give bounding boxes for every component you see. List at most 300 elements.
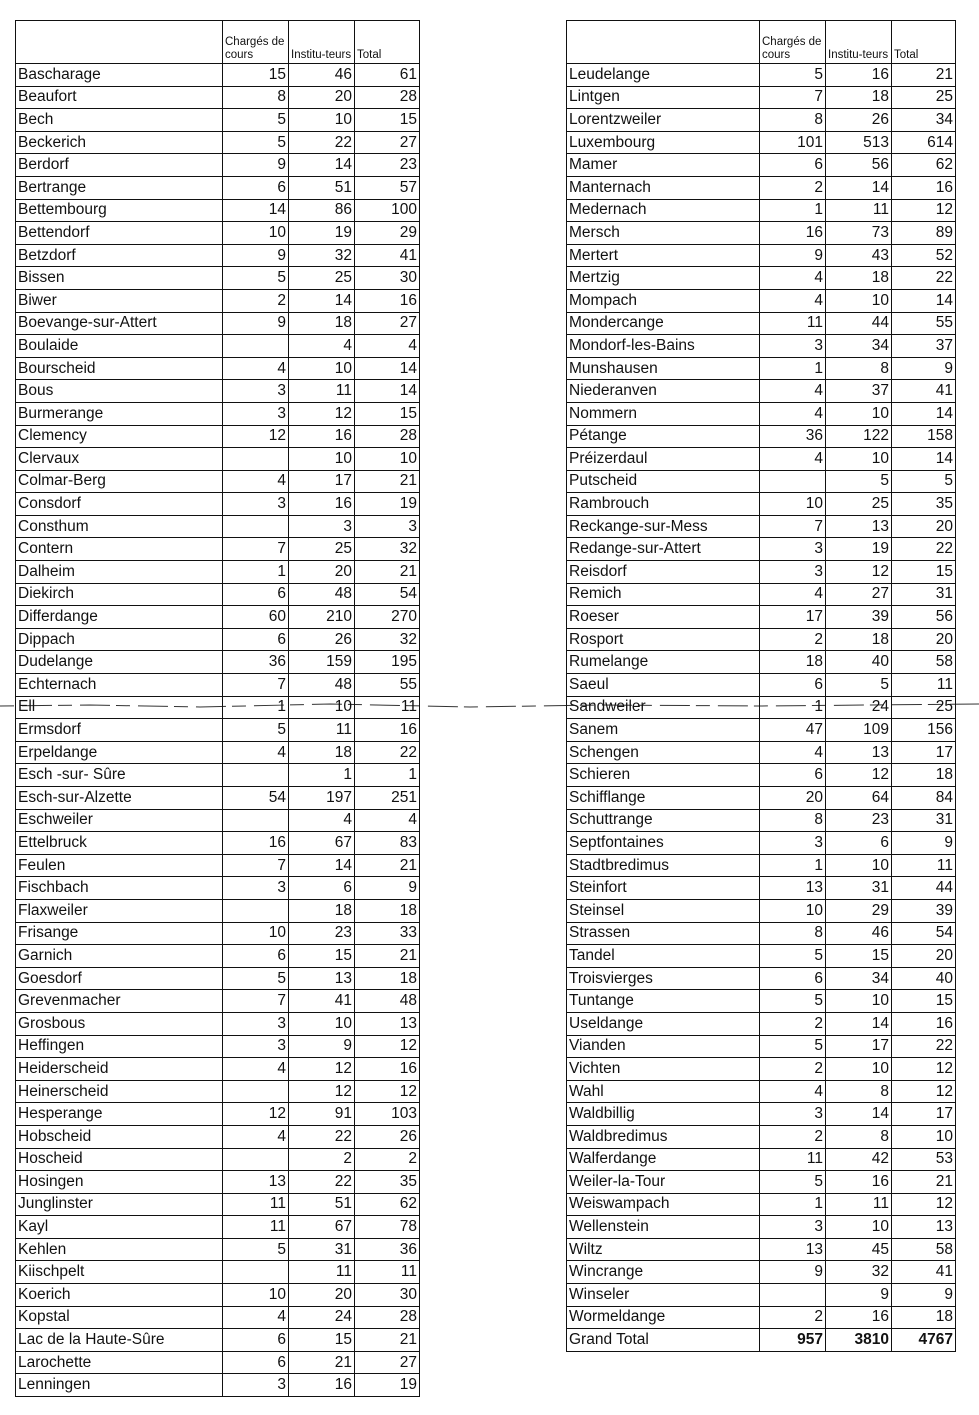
table-row bbox=[567, 967, 956, 990]
total-cell: 55 bbox=[355, 674, 420, 697]
total-cell: 28 bbox=[355, 425, 420, 448]
table-row bbox=[567, 764, 956, 787]
table-row bbox=[16, 719, 420, 742]
total-cell: 33 bbox=[355, 922, 420, 945]
commune-name: Bettembourg bbox=[16, 199, 223, 222]
total-cell: 10 bbox=[355, 448, 420, 471]
total-cell: 53 bbox=[892, 1148, 956, 1171]
total-cell: 21 bbox=[355, 470, 420, 493]
instituteurs-cell: 11 bbox=[826, 1193, 892, 1216]
table-row bbox=[16, 448, 420, 471]
charges-cell: 12 bbox=[223, 425, 289, 448]
charges-cell: 8 bbox=[223, 86, 289, 109]
instituteurs-cell: 16 bbox=[289, 425, 355, 448]
total-cell: 21 bbox=[355, 945, 420, 968]
instituteurs-cell: 122 bbox=[826, 425, 892, 448]
commune-name: Steinfort bbox=[567, 877, 760, 900]
charges-cell: 5 bbox=[223, 1238, 289, 1261]
charges-cell: 2 bbox=[760, 1306, 826, 1329]
total-cell: 15 bbox=[892, 561, 956, 584]
table-row bbox=[567, 990, 956, 1013]
total-cell: 22 bbox=[892, 538, 956, 561]
table-row bbox=[16, 990, 420, 1013]
table-row bbox=[567, 877, 956, 900]
charges-cell: 47 bbox=[760, 719, 826, 742]
commune-name: Wincrange bbox=[567, 1261, 760, 1284]
total-cell: 41 bbox=[892, 380, 956, 403]
instituteurs-cell: 42 bbox=[826, 1148, 892, 1171]
instituteurs-cell: 21 bbox=[289, 1351, 355, 1374]
instituteurs-cell: 16 bbox=[289, 1374, 355, 1397]
table-row bbox=[567, 515, 956, 538]
instituteurs-cell: 18 bbox=[289, 899, 355, 922]
charges-cell: 36 bbox=[760, 425, 826, 448]
commune-name: Heinerscheid bbox=[16, 1080, 223, 1103]
total-cell: 20 bbox=[892, 628, 956, 651]
table-row bbox=[567, 606, 956, 629]
charges-cell: 6 bbox=[760, 764, 826, 787]
table-row bbox=[567, 696, 956, 719]
total-cell: 83 bbox=[355, 832, 420, 855]
instituteurs-cell: 41 bbox=[289, 990, 355, 1013]
table-row bbox=[16, 244, 420, 267]
instituteurs-cell: 18 bbox=[289, 312, 355, 335]
charges-cell: 9 bbox=[223, 154, 289, 177]
table-row bbox=[567, 267, 956, 290]
total-cell: 29 bbox=[355, 222, 420, 245]
charges-cell: 4 bbox=[760, 583, 826, 606]
commune-name: Roeser bbox=[567, 606, 760, 629]
charges-cell: 2 bbox=[760, 1058, 826, 1081]
commune-name: Sanem bbox=[567, 719, 760, 742]
table-row bbox=[16, 628, 420, 651]
charges-cell: 1 bbox=[760, 696, 826, 719]
total-cell: 27 bbox=[355, 312, 420, 335]
instituteurs-cell: 27 bbox=[826, 583, 892, 606]
commune-name: Tandel bbox=[567, 945, 760, 968]
instituteurs-cell: 25 bbox=[289, 267, 355, 290]
instituteurs-cell: 12 bbox=[289, 1080, 355, 1103]
total-cell: 9 bbox=[892, 832, 956, 855]
commune-name: Esch -sur- Sûre bbox=[16, 764, 223, 787]
table-row bbox=[16, 1148, 420, 1171]
instituteurs-cell: 20 bbox=[289, 1284, 355, 1307]
instituteurs-cell: 6 bbox=[289, 877, 355, 900]
charges-cell: 17 bbox=[760, 606, 826, 629]
commune-name: Schifflange bbox=[567, 787, 760, 810]
commune-name: Rumelange bbox=[567, 651, 760, 674]
total-cell: 18 bbox=[355, 899, 420, 922]
commune-name: Weiswampach bbox=[567, 1193, 760, 1216]
instituteurs-cell: 48 bbox=[289, 583, 355, 606]
table-row bbox=[16, 1284, 420, 1307]
table-row bbox=[567, 1125, 956, 1148]
charges-cell: 4 bbox=[223, 470, 289, 493]
commune-name: Bourscheid bbox=[16, 357, 223, 380]
table-row bbox=[16, 1261, 420, 1284]
table-row bbox=[567, 674, 956, 697]
table-row bbox=[16, 267, 420, 290]
total-cell: 158 bbox=[892, 425, 956, 448]
instituteurs-cell: 44 bbox=[826, 312, 892, 335]
instituteurs-cell: 4 bbox=[289, 809, 355, 832]
instituteurs-cell: 14 bbox=[289, 854, 355, 877]
table-row bbox=[567, 1261, 956, 1284]
total-cell: 21 bbox=[892, 1171, 956, 1194]
instituteurs-cell: 23 bbox=[289, 922, 355, 945]
charges-cell bbox=[223, 764, 289, 787]
instituteurs-cell: 10 bbox=[826, 448, 892, 471]
table-row bbox=[16, 832, 420, 855]
charges-cell: 9 bbox=[223, 312, 289, 335]
charges-cell: 1 bbox=[223, 696, 289, 719]
instituteurs-cell: 8 bbox=[826, 357, 892, 380]
charges-cell: 4 bbox=[223, 1125, 289, 1148]
charges-cell: 2 bbox=[223, 289, 289, 312]
header-row bbox=[567, 21, 956, 64]
total-cell: 195 bbox=[355, 651, 420, 674]
commune-name: Bascharage bbox=[16, 64, 223, 87]
charges-cell: 7 bbox=[223, 538, 289, 561]
instituteurs-cell: 14 bbox=[826, 176, 892, 199]
commune-name: Tuntange bbox=[567, 990, 760, 1013]
total-cell: 10 bbox=[892, 1125, 956, 1148]
instituteurs-cell: 15 bbox=[289, 1329, 355, 1352]
table-row bbox=[567, 335, 956, 358]
total-cell: 14 bbox=[355, 357, 420, 380]
commune-name: Schuttrange bbox=[567, 809, 760, 832]
total-cell: 5 bbox=[892, 470, 956, 493]
total-cell: 16 bbox=[892, 1012, 956, 1035]
table-row bbox=[567, 244, 956, 267]
total-cell: 31 bbox=[892, 809, 956, 832]
commune-name: Flaxweiler bbox=[16, 899, 223, 922]
instituteurs-cell: 19 bbox=[826, 538, 892, 561]
total-cell: 21 bbox=[355, 561, 420, 584]
charges-cell: 5 bbox=[223, 267, 289, 290]
commune-name: Contern bbox=[16, 538, 223, 561]
commune-name: Nommern bbox=[567, 402, 760, 425]
commune-name: Colmar-Berg bbox=[16, 470, 223, 493]
total-cell: 21 bbox=[892, 64, 956, 87]
total-cell: 27 bbox=[355, 1351, 420, 1374]
commune-name: Lorentzweiler bbox=[567, 109, 760, 132]
commune-name: Lintgen bbox=[567, 86, 760, 109]
charges-cell: 3 bbox=[223, 877, 289, 900]
total-cell: 15 bbox=[355, 402, 420, 425]
total-cell: 9 bbox=[892, 1284, 956, 1307]
total-cell: 58 bbox=[892, 651, 956, 674]
total-cell: 58 bbox=[892, 1238, 956, 1261]
commune-name: Pétange bbox=[567, 425, 760, 448]
instituteurs-cell: 16 bbox=[826, 1171, 892, 1194]
instituteurs-cell: 18 bbox=[826, 86, 892, 109]
commune-name: Ermsdorf bbox=[16, 719, 223, 742]
instituteurs-cell: 40 bbox=[826, 651, 892, 674]
total-cell: 84 bbox=[892, 787, 956, 810]
table-left bbox=[15, 20, 420, 1397]
table-row bbox=[16, 583, 420, 606]
charges-cell: 8 bbox=[760, 809, 826, 832]
instituteurs-cell: 34 bbox=[826, 335, 892, 358]
table-row bbox=[567, 312, 956, 335]
instituteurs-cell: 25 bbox=[826, 493, 892, 516]
header-total: Total bbox=[892, 21, 956, 64]
instituteurs-cell: 32 bbox=[289, 244, 355, 267]
total-cell: 40 bbox=[892, 967, 956, 990]
table-row bbox=[567, 1171, 956, 1194]
table-row bbox=[16, 967, 420, 990]
instituteurs-cell: 513 bbox=[826, 131, 892, 154]
total-cell: 52 bbox=[892, 244, 956, 267]
charges-cell: 9 bbox=[760, 1261, 826, 1284]
table-row bbox=[16, 199, 420, 222]
total-cell: 17 bbox=[892, 1103, 956, 1126]
instituteurs-cell: 45 bbox=[826, 1238, 892, 1261]
instituteurs-cell: 20 bbox=[289, 86, 355, 109]
total-cell: 78 bbox=[355, 1216, 420, 1239]
table-row bbox=[567, 1284, 956, 1307]
commune-name: Luxembourg bbox=[567, 131, 760, 154]
charges-cell: 4 bbox=[223, 1306, 289, 1329]
charges-cell: 2 bbox=[760, 628, 826, 651]
instituteurs-cell: 10 bbox=[826, 1058, 892, 1081]
charges-cell: 5 bbox=[760, 945, 826, 968]
instituteurs-cell: 10 bbox=[826, 854, 892, 877]
table-row bbox=[567, 448, 956, 471]
charges-cell: 10 bbox=[223, 222, 289, 245]
total-cell: 56 bbox=[892, 606, 956, 629]
table-row bbox=[567, 493, 956, 516]
total-cell: 12 bbox=[355, 1080, 420, 1103]
commune-name: Consdorf bbox=[16, 493, 223, 516]
total-cell: 9 bbox=[892, 357, 956, 380]
total-cell: 14 bbox=[892, 289, 956, 312]
total-cell: 20 bbox=[892, 515, 956, 538]
charges-cell: 10 bbox=[760, 899, 826, 922]
total-cell: 44 bbox=[892, 877, 956, 900]
instituteurs-cell: 29 bbox=[826, 899, 892, 922]
instituteurs-cell: 17 bbox=[826, 1035, 892, 1058]
charges-cell: 11 bbox=[223, 1216, 289, 1239]
total-cell: 35 bbox=[892, 493, 956, 516]
charges-cell: 2 bbox=[760, 1012, 826, 1035]
commune-name: Sandweiler bbox=[567, 696, 760, 719]
table-row bbox=[16, 651, 420, 674]
instituteurs-cell: 3 bbox=[289, 515, 355, 538]
instituteurs-cell: 31 bbox=[289, 1238, 355, 1261]
instituteurs-cell: 197 bbox=[289, 787, 355, 810]
charges-cell: 6 bbox=[223, 176, 289, 199]
commune-name: Munshausen bbox=[567, 357, 760, 380]
table-row bbox=[16, 1125, 420, 1148]
instituteurs-cell: 10 bbox=[289, 696, 355, 719]
commune-name: Steinsel bbox=[567, 899, 760, 922]
charges-cell: 7 bbox=[760, 515, 826, 538]
instituteurs-cell: 10 bbox=[289, 1012, 355, 1035]
total-cell: 18 bbox=[355, 967, 420, 990]
commune-name: Schieren bbox=[567, 764, 760, 787]
charges-cell: 1 bbox=[760, 854, 826, 877]
header-charges: Chargés de cours bbox=[223, 21, 289, 64]
table-row bbox=[16, 109, 420, 132]
table-row bbox=[567, 1012, 956, 1035]
commune-name: Hobscheid bbox=[16, 1125, 223, 1148]
total-cell: 156 bbox=[892, 719, 956, 742]
grand-total-charges: 957 bbox=[760, 1329, 826, 1352]
table-row bbox=[567, 131, 956, 154]
total-cell: 3 bbox=[355, 515, 420, 538]
charges-cell: 14 bbox=[223, 199, 289, 222]
instituteurs-cell: 9 bbox=[289, 1035, 355, 1058]
charges-cell: 6 bbox=[223, 945, 289, 968]
commune-name: Diekirch bbox=[16, 583, 223, 606]
table-right bbox=[566, 20, 956, 1352]
commune-name: Manternach bbox=[567, 176, 760, 199]
charges-cell: 3 bbox=[223, 1035, 289, 1058]
charges-cell: 20 bbox=[760, 787, 826, 810]
table-row bbox=[16, 945, 420, 968]
table-row bbox=[16, 606, 420, 629]
table-row bbox=[16, 561, 420, 584]
commune-name: Junglinster bbox=[16, 1193, 223, 1216]
instituteurs-cell: 20 bbox=[289, 561, 355, 584]
table-row bbox=[16, 131, 420, 154]
charges-cell: 5 bbox=[223, 131, 289, 154]
commune-name: Bissen bbox=[16, 267, 223, 290]
total-cell: 14 bbox=[355, 380, 420, 403]
instituteurs-cell: 14 bbox=[826, 1103, 892, 1126]
charges-cell: 3 bbox=[760, 1216, 826, 1239]
charges-cell: 12 bbox=[223, 1103, 289, 1126]
charges-cell: 7 bbox=[223, 674, 289, 697]
charges-cell: 10 bbox=[223, 1284, 289, 1307]
instituteurs-cell: 12 bbox=[826, 764, 892, 787]
commune-name: Berdorf bbox=[16, 154, 223, 177]
charges-cell: 5 bbox=[223, 967, 289, 990]
commune-name: Walferdange bbox=[567, 1148, 760, 1171]
charges-cell: 60 bbox=[223, 606, 289, 629]
commune-name: Mamer bbox=[567, 154, 760, 177]
commune-name: Wahl bbox=[567, 1080, 760, 1103]
total-cell: 54 bbox=[892, 922, 956, 945]
table-row bbox=[567, 787, 956, 810]
instituteurs-cell: 25 bbox=[289, 538, 355, 561]
table-row bbox=[16, 922, 420, 945]
total-cell: 25 bbox=[892, 86, 956, 109]
instituteurs-cell: 26 bbox=[289, 628, 355, 651]
table-row bbox=[16, 289, 420, 312]
total-cell: 270 bbox=[355, 606, 420, 629]
table-row bbox=[16, 674, 420, 697]
commune-name: Ell bbox=[16, 696, 223, 719]
charges-cell: 1 bbox=[760, 357, 826, 380]
commune-name: Vianden bbox=[567, 1035, 760, 1058]
charges-cell: 4 bbox=[760, 267, 826, 290]
commune-name: Clervaux bbox=[16, 448, 223, 471]
instituteurs-cell: 15 bbox=[826, 945, 892, 968]
commune-name: Niederanven bbox=[567, 380, 760, 403]
commune-name: Clemency bbox=[16, 425, 223, 448]
instituteurs-cell: 22 bbox=[289, 1125, 355, 1148]
commune-name: Mersch bbox=[567, 222, 760, 245]
charges-cell: 3 bbox=[223, 402, 289, 425]
commune-name: Redange-sur-Attert bbox=[567, 538, 760, 561]
commune-name: Reckange-sur-Mess bbox=[567, 515, 760, 538]
table-row bbox=[567, 1058, 956, 1081]
commune-name: Garnich bbox=[16, 945, 223, 968]
commune-name: Weiler-la-Tour bbox=[567, 1171, 760, 1194]
instituteurs-cell: 18 bbox=[826, 628, 892, 651]
commune-name: Bertrange bbox=[16, 176, 223, 199]
total-cell: 89 bbox=[892, 222, 956, 245]
charges-cell: 13 bbox=[223, 1171, 289, 1194]
grand-total-row bbox=[567, 1329, 956, 1352]
instituteurs-cell: 91 bbox=[289, 1103, 355, 1126]
table-row bbox=[567, 425, 956, 448]
commune-name: Koerich bbox=[16, 1284, 223, 1307]
table-row bbox=[16, 1216, 420, 1239]
instituteurs-cell: 22 bbox=[289, 131, 355, 154]
table-row bbox=[567, 561, 956, 584]
total-cell: 11 bbox=[892, 854, 956, 877]
total-cell: 18 bbox=[892, 1306, 956, 1329]
charges-cell: 3 bbox=[760, 561, 826, 584]
table-row bbox=[567, 583, 956, 606]
total-cell: 2 bbox=[355, 1148, 420, 1171]
total-cell: 31 bbox=[892, 583, 956, 606]
charges-cell: 16 bbox=[760, 222, 826, 245]
commune-name: Remich bbox=[567, 583, 760, 606]
header-total: Total bbox=[355, 21, 420, 64]
instituteurs-cell: 24 bbox=[826, 696, 892, 719]
instituteurs-cell: 10 bbox=[289, 109, 355, 132]
total-cell: 16 bbox=[355, 1058, 420, 1081]
table-row bbox=[16, 1171, 420, 1194]
total-cell: 37 bbox=[892, 335, 956, 358]
total-cell: 30 bbox=[355, 1284, 420, 1307]
commune-name: Strassen bbox=[567, 922, 760, 945]
commune-name: Medernach bbox=[567, 199, 760, 222]
commune-name: Heffingen bbox=[16, 1035, 223, 1058]
charges-cell: 11 bbox=[760, 312, 826, 335]
charges-cell: 15 bbox=[223, 64, 289, 87]
commune-name: Kayl bbox=[16, 1216, 223, 1239]
instituteurs-cell: 10 bbox=[826, 402, 892, 425]
table-row bbox=[567, 628, 956, 651]
table-row bbox=[16, 1012, 420, 1035]
instituteurs-cell: 11 bbox=[289, 719, 355, 742]
charges-cell: 5 bbox=[760, 1035, 826, 1058]
commune-name: Saeul bbox=[567, 674, 760, 697]
instituteurs-cell: 43 bbox=[826, 244, 892, 267]
total-cell: 103 bbox=[355, 1103, 420, 1126]
charges-cell: 36 bbox=[223, 651, 289, 674]
total-cell: 11 bbox=[355, 1261, 420, 1284]
total-cell: 25 bbox=[892, 696, 956, 719]
total-cell: 28 bbox=[355, 1306, 420, 1329]
table-row bbox=[16, 222, 420, 245]
instituteurs-cell: 16 bbox=[826, 1306, 892, 1329]
commune-name: Beckerich bbox=[16, 131, 223, 154]
commune-name: Leudelange bbox=[567, 64, 760, 87]
charges-cell bbox=[223, 899, 289, 922]
total-cell: 23 bbox=[355, 154, 420, 177]
commune-name: Bettendorf bbox=[16, 222, 223, 245]
charges-cell: 7 bbox=[223, 854, 289, 877]
instituteurs-cell: 48 bbox=[289, 674, 355, 697]
charges-cell: 4 bbox=[760, 289, 826, 312]
